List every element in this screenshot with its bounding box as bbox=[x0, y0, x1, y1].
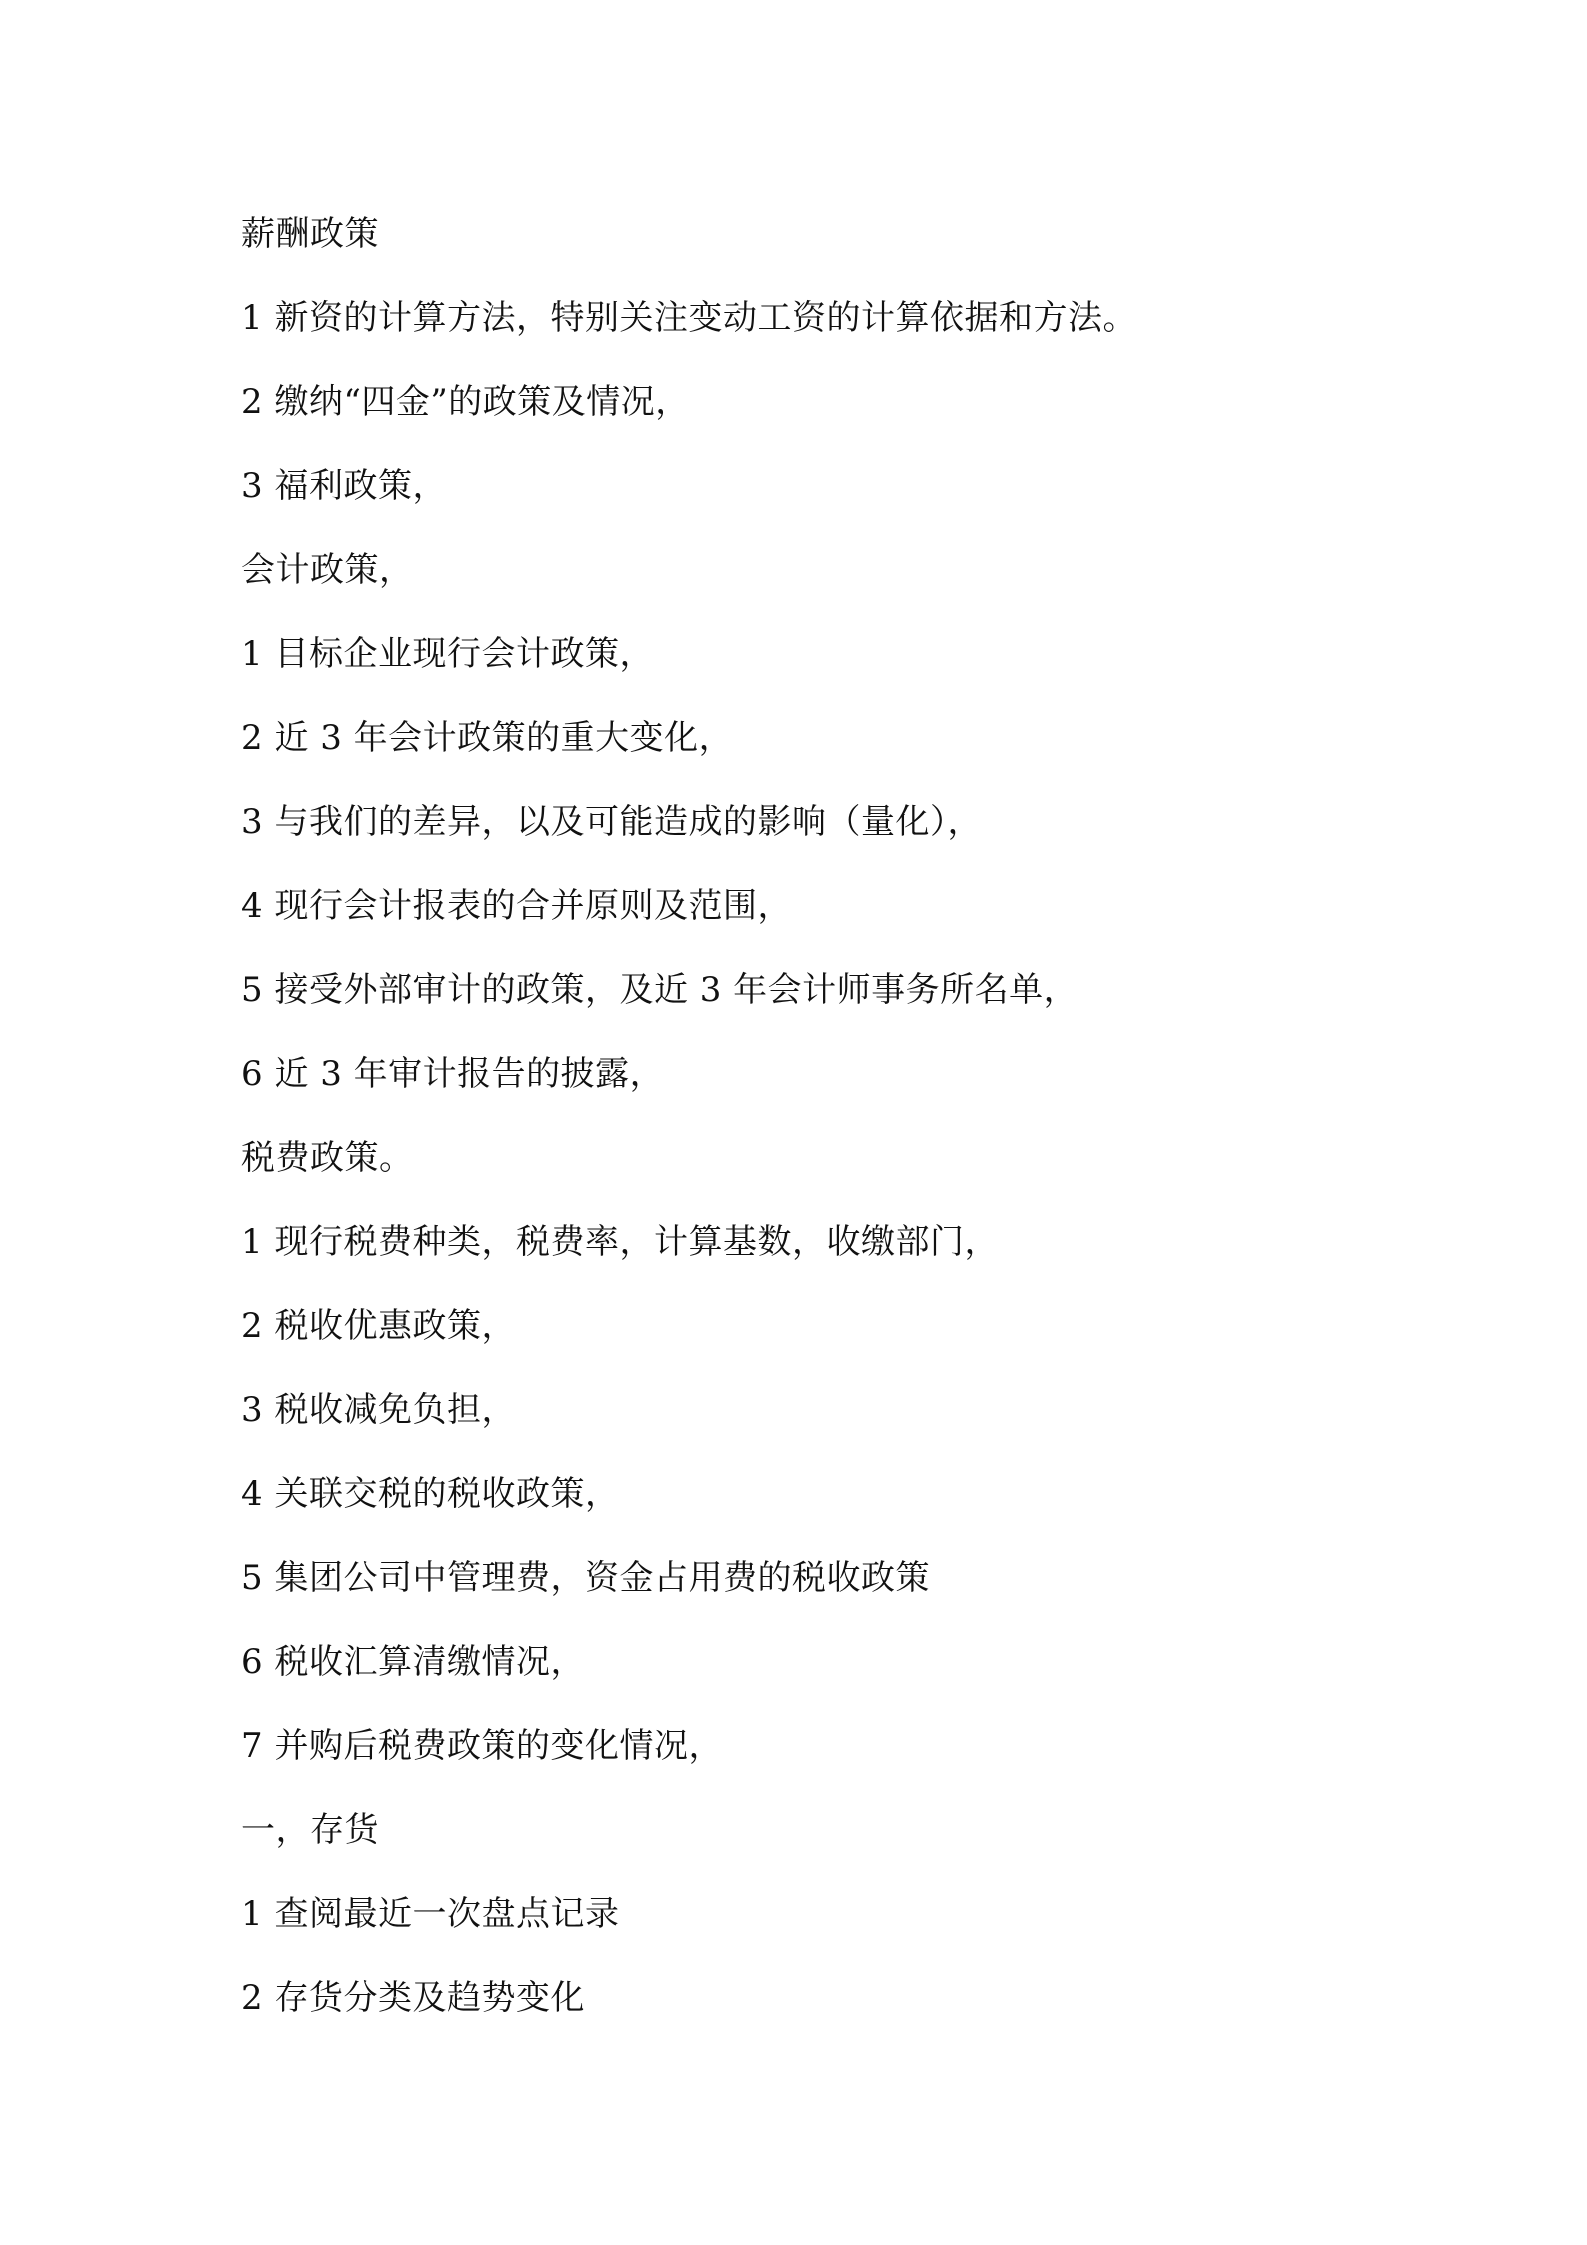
list-item: 1 查阅最近一次盘点记录 bbox=[241, 1894, 620, 1934]
list-item: 2 税收优惠政策， bbox=[241, 1306, 516, 1346]
list-item: 4 关联交税的税收政策， bbox=[241, 1474, 620, 1514]
list-item: 5 接受外部审计的政策，及近 3 年会计师事务所名单， bbox=[241, 970, 1079, 1010]
list-item: 4 现行会计报表的合并原则及范围， bbox=[241, 886, 792, 926]
section-heading-salary-policy: 薪酬政策 bbox=[241, 214, 379, 254]
list-item: 5 集团公司中管理费，资金占用费的税收政策 bbox=[241, 1558, 930, 1598]
list-item: 7 并购后税费政策的变化情况， bbox=[241, 1726, 723, 1766]
list-item: 3 税收减免负担， bbox=[241, 1390, 516, 1430]
list-item: 2 近 3 年会计政策的重大变化， bbox=[241, 718, 734, 758]
list-item: 1 新资的计算方法，特别关注变动工资的计算依据和方法。 bbox=[241, 298, 1137, 338]
document-body bbox=[241, 200, 1441, 2048]
section-heading-accounting-policy: 会计政策， bbox=[241, 550, 414, 590]
section-heading-tax-policy: 税费政策。 bbox=[241, 1138, 414, 1178]
list-item: 2 存货分类及趋势变化 bbox=[241, 1978, 585, 2018]
list-item: 3 与我们的差异，以及可能造成的影响（量化）， bbox=[241, 802, 982, 842]
list-item: 1 现行税费种类，税费率，计算基数，收缴部门， bbox=[241, 1222, 999, 1262]
section-heading-inventory: 一，存货 bbox=[241, 1810, 379, 1850]
list-item: 6 税收汇算清缴情况， bbox=[241, 1642, 585, 1682]
list-item: 3 福利政策， bbox=[241, 466, 447, 506]
list-item: 1 目标企业现行会计政策， bbox=[241, 634, 654, 674]
list-item: 2 缴纳“四金”的政策及情况， bbox=[241, 382, 690, 422]
list-item: 6 近 3 年审计报告的披露， bbox=[241, 1054, 665, 1094]
